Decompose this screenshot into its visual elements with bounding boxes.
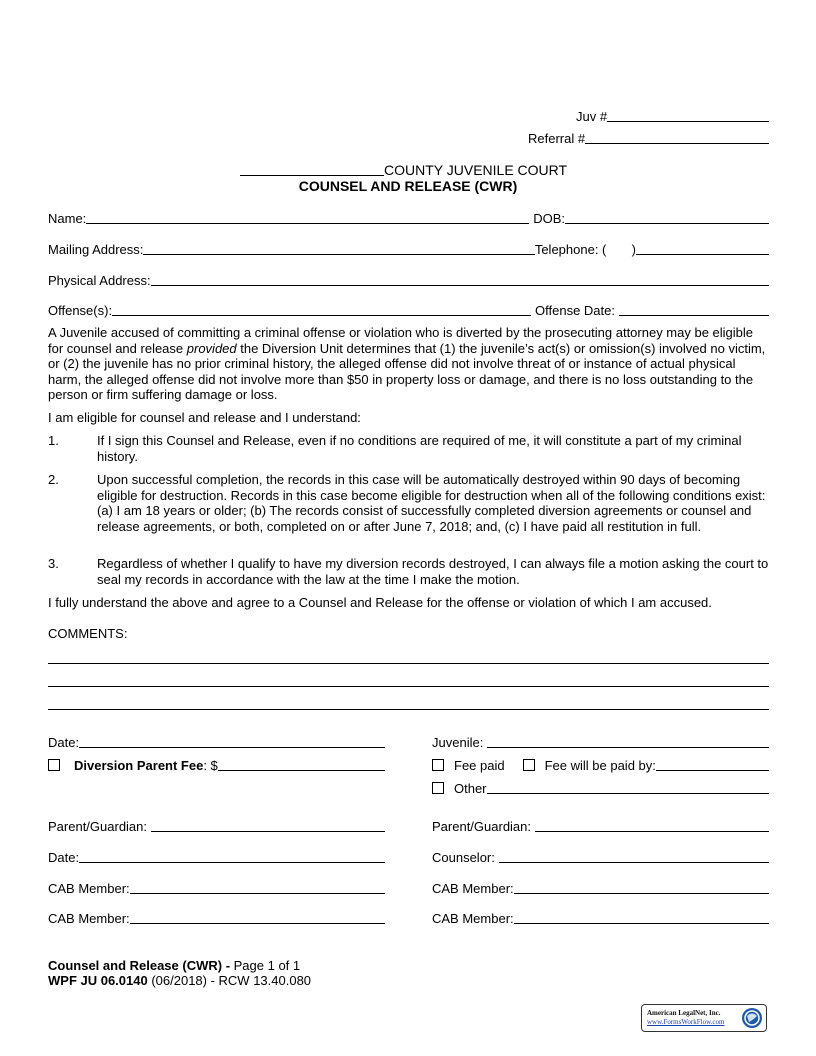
- intro-text-emphasis: provided: [186, 340, 237, 356]
- offenses-field[interactable]: [112, 303, 531, 316]
- referral-number-row: [528, 130, 769, 146]
- parent-guardian-field[interactable]: [535, 819, 769, 832]
- list-item-number: 1.: [48, 433, 59, 448]
- footer-page: Page 1 of 1: [233, 958, 301, 973]
- cab-member-row: [432, 910, 769, 926]
- date-row: [48, 734, 385, 750]
- physical-label: Physical Address:: [48, 273, 151, 288]
- date2-row: [48, 849, 385, 865]
- cab-member-label: CAB Member:: [48, 911, 130, 926]
- eligible-statement: I am eligible for counsel and release and I understand:: [48, 410, 361, 425]
- intro-text-a: A Juvenile accused of committing a criminal offense or violation who is diverted by the prosecuting attorney may be eligible for counsel and release: [48, 325, 754, 356]
- list-item-text: Upon successful completion, the records in this case will be automatically destroyed within 90 days of becoming eligible for destruction. Records in this case become eligible for destruction when all of the following conditions exist: (a) I am 18 years or older; (b) The records consist of successfully completed diversion agreements or counsel and release agreements, or both, completed on or after June 7, 2018; and, (c) I have paid all restitution in full.: [97, 472, 766, 534]
- date-field[interactable]: [79, 735, 385, 748]
- parent-guardian-label: Parent/Guardian:: [432, 819, 532, 834]
- footer-title-bold: Counsel and Release (CWR) -: [48, 958, 234, 973]
- other-label: Other: [454, 781, 487, 796]
- parent-guardian-label: Parent/Guardian:: [48, 819, 148, 834]
- fee-will-be-paid-checkbox[interactable]: [523, 759, 535, 771]
- juv-number-field[interactable]: [607, 109, 769, 122]
- offense-row: [48, 302, 769, 318]
- cab-member-label: CAB Member:: [432, 911, 514, 926]
- name-field[interactable]: [86, 211, 529, 224]
- cab-member-field[interactable]: [514, 881, 769, 894]
- intro-text-b: the Diversion Unit determines that (1) the juvenile’s act(s) or omission(s) involved no victim, or (2) the juvenile has no prior criminal history, the alleged offense did not involve threat of or instance of actual physical harm, the alleged offense did not involve more than $50 in property loss or damage, and there is no loss outstanding to the person or firm suffering damage or loss.: [48, 340, 766, 402]
- footer-form-number: WPF JU 06.0140: [48, 973, 148, 988]
- diversion-fee-amount-field[interactable]: [218, 758, 385, 771]
- list-item: [48, 433, 770, 464]
- parent-guardian-field[interactable]: [151, 819, 385, 832]
- date2-label: Date:: [48, 850, 80, 865]
- comments-label: COMMENTS:: [48, 626, 128, 641]
- fee-status-row: [432, 757, 769, 773]
- parent-guardian-row-left: [48, 818, 385, 834]
- dob-field[interactable]: [565, 211, 769, 224]
- cab-member-row: [48, 910, 385, 926]
- juvenile-signature-field[interactable]: [487, 735, 769, 748]
- diversion-fee-label: Diversion Parent Fee: [74, 758, 204, 773]
- county-field[interactable]: [240, 163, 384, 176]
- counselor-field[interactable]: [499, 850, 769, 863]
- court-title: COUNTY JUVENILE COURT: [384, 162, 568, 178]
- cab-member-row: [48, 880, 385, 896]
- referral-label: Referral #: [528, 131, 586, 146]
- diversion-fee-checkbox[interactable]: [48, 759, 60, 771]
- fee-will-be-paid-field[interactable]: [656, 758, 769, 771]
- list-item: [48, 556, 770, 587]
- diversion-fee-row: [48, 757, 385, 773]
- mailing-row: [48, 241, 769, 257]
- list-item: [48, 472, 770, 534]
- list-item-text: Regardless of whether I qualify to have my diversion records destroyed, I can always file a motion asking the court to seal my records in accordance with the law at the time I make the motion.: [97, 556, 769, 587]
- footer-form-id: [48, 973, 311, 988]
- comments-line[interactable]: [48, 663, 769, 664]
- court-title-row: [240, 161, 567, 178]
- fee-paid-label: Fee paid: [454, 758, 505, 773]
- mailing-label: Mailing Address:: [48, 242, 144, 257]
- logo-line-1: American LegalNet, Inc.: [647, 1009, 721, 1017]
- logo-line-2: www.FormsWorkFlow.com: [647, 1018, 725, 1026]
- counselor-label: Counselor:: [432, 850, 495, 865]
- cab-member-field[interactable]: [130, 881, 385, 894]
- parent-guardian-row-right: [432, 818, 769, 834]
- juv-number-row: [576, 108, 769, 124]
- telephone-label: Telephone: ( ): [534, 242, 636, 257]
- comments-line[interactable]: [48, 686, 769, 687]
- other-row: [432, 780, 769, 796]
- dob-label: DOB:: [533, 211, 565, 226]
- cab-member-row: [432, 880, 769, 896]
- mailing-field[interactable]: [143, 242, 534, 255]
- globe-icon: [741, 1007, 763, 1029]
- intro-paragraph: [48, 325, 770, 403]
- comments-line[interactable]: [48, 709, 769, 710]
- counselor-row: [432, 849, 769, 865]
- offense-date-field[interactable]: [619, 303, 769, 316]
- offenses-label: Offense(s):: [48, 303, 113, 318]
- fee-paid-checkbox[interactable]: [432, 759, 444, 771]
- cab-member-label: CAB Member:: [48, 881, 130, 896]
- cab-member-field[interactable]: [514, 911, 769, 924]
- date-label: Date:: [48, 735, 80, 750]
- physical-row: [48, 272, 769, 288]
- name-label: Name:: [48, 211, 87, 226]
- juvenile-row: [432, 734, 769, 750]
- other-checkbox[interactable]: [432, 782, 444, 794]
- telephone-field[interactable]: [636, 242, 769, 255]
- footer-form-rest: (06/2018) - RCW 13.40.080: [147, 973, 312, 988]
- cab-member-field[interactable]: [130, 911, 385, 924]
- footer-title: [48, 958, 300, 973]
- fee-will-be-paid-label: Fee will be paid by:: [544, 758, 656, 773]
- american-legalnet-logo[interactable]: [641, 1004, 767, 1032]
- juv-label: Juv #: [576, 109, 608, 124]
- list-item-number: 3.: [48, 556, 59, 571]
- referral-number-field[interactable]: [585, 131, 769, 144]
- juvenile-label: Juvenile:: [432, 735, 484, 750]
- list-item-number: 2.: [48, 472, 59, 487]
- list-item-text: If I sign this Counsel and Release, even if no conditions are required of me, it will constitute a part of my criminal history.: [97, 433, 742, 464]
- other-field[interactable]: [487, 781, 769, 794]
- offense-date-label: Offense Date:: [535, 303, 615, 318]
- diversion-fee-suffix: : $: [203, 758, 218, 773]
- form-title: COUNSEL AND RELEASE (CWR): [298, 178, 518, 194]
- physical-field[interactable]: [151, 273, 769, 286]
- cab-member-label: CAB Member:: [432, 881, 514, 896]
- date2-field[interactable]: [79, 850, 385, 863]
- name-row: [48, 210, 769, 226]
- agreement-statement: I fully understand the above and agree to a Counsel and Release for the offense or violation of which I am accused.: [48, 595, 712, 610]
